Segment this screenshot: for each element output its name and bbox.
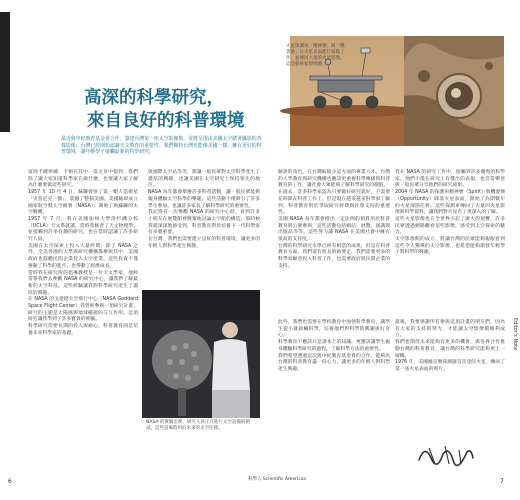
body-column-4: 我在 NASA 的研究工作中，接觸到許多優秀的科學家，他們不僅在研究上有傑出的表現，也非常樂意與一般民眾分享他們的研究成果。 2004 年 NASA 的探測車精神號（Spirit）與機會號（Opportunity）降落火星表面，開始了為期數年的火星探勘任務。這些探測車傳回了大量的火星影像與科學資料，讓我們對火星有了更深入的了解。 這些火星影像也在全世界引起了廣大的迴響，許多民眾透過網路觀看這些影像，感受到太空探索的魅力。 太空影像館的成立，將讓台灣的民眾能夠親眼看到這些令人驚嘆的太空影像，也希望能夠激發年輕學子對科學的興趣。 [395,170,505,256]
page-number-right: 7 [500,478,504,485]
page-number-left: 6 [8,478,12,485]
body-column-5: 此外，我們也需要在學校教育中加強科學教育，讓學生從小就接觸科學，培養他們對科學的興趣與好奇心。 科學教育不應該只是課本上的知識，更應該讓學生親身體驗科學研究的過程，了解科學方法的重要性。 我們希望透過這次與中紀教育基金會的合作，能夠為台灣的科普教育盡一份心力，讓更多的年輕人對科學產生興趣。 [278,320,390,372]
lab-photo-caption: NASA 的實驗室裡，研究人員正在進行太空設備的測試，這些設備將用於未來的太空任務。 [146,420,250,431]
side-label: Editor's Note [512,318,518,351]
body-column-3: 解說的角色，在台灣較缺少這方面的專業人才。台灣的大學教育與研究機構也應該更重視科學傳播與科普教育的工作，讓社會大眾能夠了解科學研究的價值。 在過去，許多科學家認為只要做好研究就好，不需要花時間在科普工作上。但是現在越來越多科學家了解到，科普教育對於爭取研究經費與社會支持的重要性。 美國 NASA 每年都會撥出一定比例的預算用於科普教育與公眾參與，這些活動包括網站、展覽、演講與出版品等等。這些努力讓 NASA 在美國社會中擁有很高的支持度。 台灣的科學研究水準已經有相當的成果，但是在科普教育方面，我們還有很長的路要走。我們需要更多的科學家願意投入科普工作，也需要政府與民間企業的支持。 [278,170,390,269]
section-label: EDITORIAL [7,38,17,95]
crater-photo [404,36,504,146]
title-line-1: 高深的科學研究， [84,88,224,108]
signature-image [415,440,475,468]
title-line-2: 來自良好的科普環境 [87,111,245,131]
mars-photo-caption: 火星探測車「精神號」與「機會號」在火星表面進行探勘工作，並傳回大量的火星影像，這是藝術家想像圖。 [286,44,345,67]
body-column-6: 最後，我要感謝所有參與這項計畫的朋友們，因為有大家的支持與努力，才能讓太空影像館順利成立。 我們也期待未來能夠有更多的機會，與各界合作推動台灣的科普教育，讓台灣的科學研究能夠更上一層樓。 1976 年，美國維京號探測器首次登陸火星，傳回了第一張火星表面的照片。 [395,320,505,372]
body-column-2: 與國際太空站等等，都讓一般民眾對太空科學產生了濃厚的興趣，也讓美國在太空研究上保持領先的地位。 NASA 每年都會舉辦許多科普活動，讓一般民眾能夠親身體驗太空科學的樂趣。這些活動不僅吸引了許多學生參加，也讓許多家長了解科學研究的重要性。 我記得有一次參觀 NASA 的研究中心時，看到許多小朋友在展覽館裡興奮地討論太空船的構造，那時候我就深深地感受到，科普教育對於培養下一代科學家有多麼重要。 在台灣，我們也需要建立良好的科普環境，讓更多的年輕人對科學產生興趣。 [148,170,260,249]
body-column-1: 富商卡爾拳爾．卡頓在其中一篇文章中提到，我們除了讓大家知道科學家在做什麼，也要讓大家了解為什麼要做這些研究。 1957 年 10 月 4 日，蘇聯發射了第一顆人造衛星「史普尼克一號」，震撼了整個美國。美國隨即成立國家航空暨太空總署（NASA），開始了與蘇聯的太空競賽。 1957 年 7 月，我在美國加州大學洛杉磯分校（UCLA）天文系就讀，當時我修習了天文物理學，並接觸到許多有趣的研究，也在當時認識了許多研究人員。 美國在太空探索上投入大量經費，除了 NASA 之外，全美各地的大學與研究機構都參與其中，美國政府也鼓勵民間企業投入太空產業。這些投資不僅推動了科學的進步，也帶動了經濟成長。 當時我在研究所的指導教授是一位天文學家，他經常帶我們去參觀 NASA 的研究中心，讓我們了解最新的太空科技。這些經驗讓我對科學研究產生了濃厚的興趣。 在 NASA 的戈達德太空飛行中心（NASA Goddard Space Flight Center）我曾經參與一項研究計畫，研究的主題是太陽風與地球磁層的交互作用。這項研究讓我學到了許多寶貴的經驗。 科學研究需要長期的投入與耐心，科普教育則是培養未來科學家的基礎。 [28,170,138,336]
footer-brand: 科學人 Scientific American [248,477,307,482]
lab-photo [142,290,260,418]
page-title [84,87,284,133]
lead-paragraph: 最近與中紀教育基金會合作，籌建台灣第一座太空影像館，並將呈現由美國太空總署攝影的各樣影像；台灣已經開始認識天文教育的重要性。我們期待台灣也能像美國一樣，擁有更好的科普環境，讓年輕學子接觸最新的科學研究。 [61,136,262,156]
